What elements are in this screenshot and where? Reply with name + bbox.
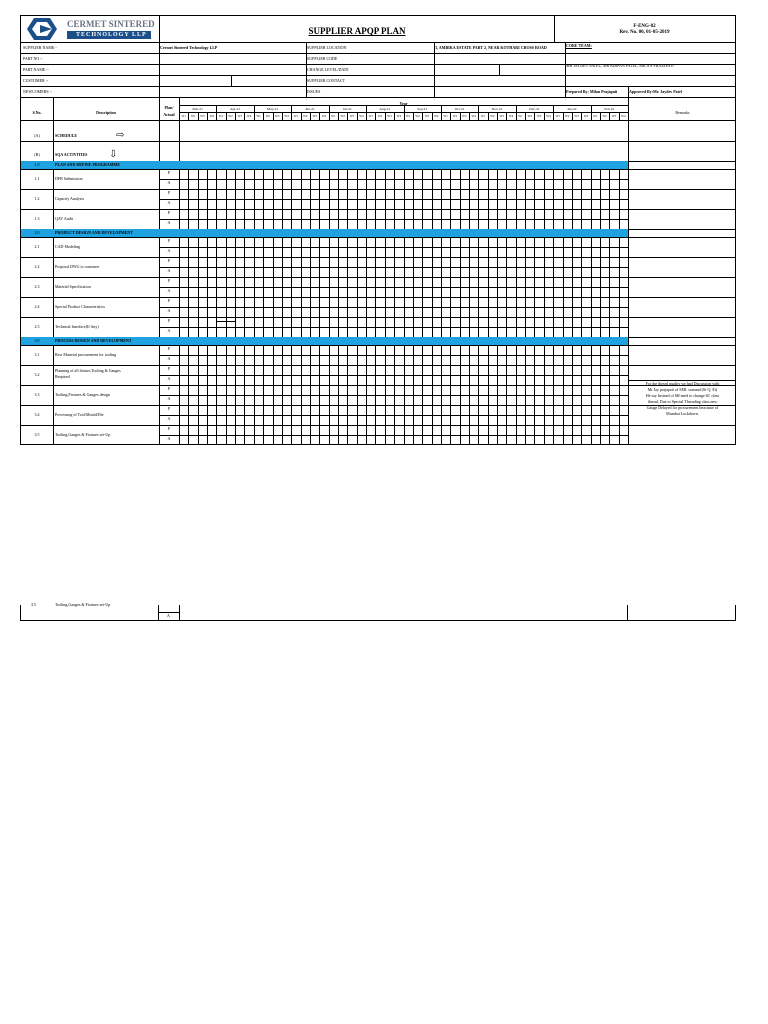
core-team-label: CORE TEAM: xyxy=(566,43,592,48)
week-label: W1 xyxy=(293,114,299,118)
plan-marker: P xyxy=(167,318,171,323)
sno-header: S.No. xyxy=(32,110,42,115)
supplier-location-label: SUPPLIER LOCATION xyxy=(307,45,347,50)
month-label: Dec-21 xyxy=(529,107,540,111)
week-label: W1 xyxy=(181,114,186,118)
week-label: W3 xyxy=(574,114,579,118)
week-label: W3 xyxy=(349,114,355,118)
actual-marker: A xyxy=(167,308,171,313)
week-label: W3 xyxy=(462,114,467,118)
company-name: CERMET SINTERED xyxy=(67,19,155,29)
week-label: W2 xyxy=(565,114,570,118)
form-revision: Rev. No. 00, 01-05-2019 xyxy=(619,30,670,35)
month-label: Jun-21 xyxy=(305,107,315,111)
week-label: W2 xyxy=(602,114,607,118)
section-number: 3.0 xyxy=(34,338,40,343)
section-number: 1.0 xyxy=(34,162,40,167)
week-label: W3 xyxy=(387,114,392,118)
week-label: W1 xyxy=(593,114,598,118)
activity-number: 1.3 xyxy=(34,216,40,221)
supplier-code-label: SUPPLIER CODE xyxy=(307,56,338,61)
plan-marker: P xyxy=(167,366,171,371)
activity-description: Tooling,Fixtures & Gauges design xyxy=(55,392,111,397)
activity-description: Capacity Analysis xyxy=(55,196,84,201)
prepared-by: Prepared By: Milan Prajapati xyxy=(566,89,618,94)
actual-marker: A xyxy=(167,268,171,273)
actual-marker: A xyxy=(167,220,171,225)
week-label: W2 xyxy=(265,114,271,118)
supplier-name-value: Cermet Sintered Technology LLP xyxy=(160,45,218,50)
actual-marker: A xyxy=(167,356,171,361)
week-label: W2 xyxy=(303,114,308,118)
section-title: PRODUCT DESIGN AND DEVELOPMENT xyxy=(55,230,133,235)
newcomers-label: NEWCOMERS :- xyxy=(23,89,52,94)
week-label: W1 xyxy=(518,114,523,118)
week-label: W1 xyxy=(218,114,224,118)
section-title: PROCESS DESIGN AND DEVELOPMENT xyxy=(55,338,132,343)
activity-number: 1.2 xyxy=(34,196,40,201)
activity-description: Technical Interface(If Any) xyxy=(55,324,99,329)
plan-marker: P xyxy=(167,170,171,175)
plan-marker: P xyxy=(167,346,171,351)
month-label: Feb-22 xyxy=(604,107,615,111)
plan-marker: P xyxy=(167,406,171,411)
week-label: W1 xyxy=(443,114,448,118)
week-label: W3 xyxy=(237,114,242,118)
plan-marker: P xyxy=(167,258,171,263)
company-subtitle: TECHNOLOGY LLP xyxy=(76,32,147,38)
plan-actual-header-2: Actual xyxy=(163,112,175,117)
activity-number: 2.5 xyxy=(34,324,40,329)
plan-marker: P xyxy=(167,190,171,195)
month-label: Jan-22 xyxy=(567,107,577,111)
week-label: W2 xyxy=(527,114,532,118)
activity-number: 1.1 xyxy=(34,176,40,181)
activity-description: Processing of Tool/Mould/Die xyxy=(55,412,104,417)
part-no-label: PART NO :- xyxy=(23,56,43,61)
remarks-note: For the thread quality we had Discussion with Mr Jay prajapati of SMI. samand (Sr Q. Ei) He say Instead of 6H need to change 6C class thread, Due to Special Threading class new Gauge Delayed for procurement beacause of Mumbai Lockdown. xyxy=(645,381,720,416)
week-label: W1 xyxy=(555,114,560,118)
schedule-arrow-icon: ⇨ xyxy=(116,130,125,141)
activity-number: 3.5 xyxy=(34,432,40,437)
week-label: W2 xyxy=(190,114,196,118)
activity-description-line2: Required xyxy=(55,374,70,379)
customer-label: CUSTOMER :- xyxy=(23,78,49,83)
week-label: W1 xyxy=(331,114,336,118)
actual-marker: A xyxy=(167,328,171,333)
month-label: Mar-21 xyxy=(192,107,203,111)
company-logo xyxy=(24,17,157,42)
month-label: Oct-21 xyxy=(454,107,465,111)
week-label: W3 xyxy=(424,114,430,118)
actual-marker: A xyxy=(167,436,171,441)
sheet-bottom-fragment xyxy=(20,602,736,621)
week-label: W4 xyxy=(396,114,401,118)
week-label: W4 xyxy=(246,114,252,118)
supplier-location-value: 3, AMBIKA ESTATE PART 2, NEAR KOTHARI CROSS ROAD xyxy=(435,45,547,50)
activity-description: CAD Modeling xyxy=(55,244,80,249)
form-title: SUPPLIER APQP PLAN xyxy=(308,26,406,36)
plan-marker: P xyxy=(167,210,171,215)
description-header: Description xyxy=(96,110,116,115)
week-label: W2 xyxy=(228,114,233,118)
activity-description: Tooling,Gauges & Fixtures set-Up xyxy=(55,432,111,437)
activity-description: Proposal DWG to customer xyxy=(55,264,100,269)
actual-marker: A xyxy=(167,416,171,421)
supplier-name-label: SUPPLIER NAME:- xyxy=(23,45,57,50)
change-level-label: CHANGE LEVEL/DATE xyxy=(307,67,349,72)
week-label: W3 xyxy=(275,114,280,118)
activity-description: QAV Audit xyxy=(55,216,73,221)
core-team-members: MR JAYDEV PATEL, MR KIRPAN PATEL, MILAN PRAJAPATI xyxy=(566,63,674,68)
week-label: W2 xyxy=(415,114,420,118)
activity-description: DFR Submission xyxy=(55,176,83,181)
activity-number: 3.4 xyxy=(34,412,40,417)
week-label: W3 xyxy=(312,114,317,118)
sqa-arrow-icon: ⇩ xyxy=(109,149,118,160)
week-label: W4 xyxy=(508,114,514,118)
activity-description: Planning of all fixture,Tooling & Gauges xyxy=(55,368,121,373)
issues-label: ISSUES xyxy=(307,89,321,94)
supplier-contact-label: SUPPLIER CONTACT xyxy=(307,78,346,83)
plan-marker: P xyxy=(167,238,171,243)
week-label: W4 xyxy=(546,114,551,118)
form-code: F-ENG-02 xyxy=(633,24,656,29)
actual-marker: A xyxy=(167,200,171,205)
bottom-row-desc: Tooling,Gauges & Fixtures set-Up xyxy=(55,602,111,607)
cst-logo-icon xyxy=(26,17,58,41)
week-label: W4 xyxy=(583,114,589,118)
actual-marker: A xyxy=(167,376,171,381)
activity-number: 2.3 xyxy=(34,284,40,289)
plan-marker: P xyxy=(167,298,171,303)
week-label: W2 xyxy=(452,114,458,118)
week-label: W4 xyxy=(471,114,476,118)
actual-marker: A xyxy=(167,180,171,185)
activity-number: 2.4 xyxy=(34,304,40,309)
week-label: W3 xyxy=(611,114,617,118)
remarks-header: Remarks xyxy=(675,110,690,115)
week-label: W4 xyxy=(359,114,364,118)
activity-number: 3.1 xyxy=(34,352,40,357)
apqp-sheet xyxy=(20,15,736,445)
plan-marker: P xyxy=(167,386,171,391)
plan-marker: P xyxy=(167,426,171,431)
bottom-row-actual: A xyxy=(167,613,170,618)
plan-marker: P xyxy=(167,278,171,283)
month-label: Nov-21 xyxy=(491,107,503,111)
part-name-label: PART NAME :- xyxy=(23,67,49,72)
week-label: W4 xyxy=(209,114,214,118)
week-label: W2 xyxy=(340,114,345,118)
plan-actual-header-1: Plan/ xyxy=(164,105,174,110)
bottom-row-num: 3.5 xyxy=(31,602,36,607)
section-title: PLAN AND DEFINE PROGRAMME xyxy=(55,162,120,167)
actual-marker: A xyxy=(167,396,171,401)
week-label: W2 xyxy=(377,114,383,118)
sqa-sno: (B) xyxy=(34,152,40,157)
schedule-sno: (A) xyxy=(34,133,40,138)
month-label: Apr-21 xyxy=(230,107,241,111)
year-header: Year xyxy=(399,101,408,106)
week-label: W4 xyxy=(621,114,626,118)
week-label: W1 xyxy=(406,114,411,118)
activity-description: Special Product Characteristics xyxy=(55,304,105,309)
week-label: W3 xyxy=(499,114,504,118)
week-label: W4 xyxy=(284,114,289,118)
actual-marker: A xyxy=(167,248,171,253)
sqa-label: SQA ACTIVITIES xyxy=(55,152,88,157)
activity-number: 3.2 xyxy=(34,372,40,377)
month-label: Sep-21 xyxy=(417,107,428,111)
actual-marker: A xyxy=(167,288,171,293)
activity-description: Raw Material procurement for tooling xyxy=(55,352,117,357)
week-label: W3 xyxy=(536,114,542,118)
approved-by: Approved By:Mr. Jaydev Patel xyxy=(629,89,682,94)
month-label: Jul-21 xyxy=(342,107,352,111)
schedule-label: SCHEDULE xyxy=(55,133,78,138)
week-label: W1 xyxy=(368,114,373,118)
week-label: W3 xyxy=(200,114,205,118)
activity-number: 3.3 xyxy=(34,392,40,397)
week-label: W1 xyxy=(256,114,261,118)
section-number: 2.0 xyxy=(34,230,40,235)
month-label: May-21 xyxy=(266,107,279,111)
activity-number: 2.1 xyxy=(34,244,40,249)
week-label: W2 xyxy=(490,114,495,118)
week-label: W4 xyxy=(321,114,327,118)
activity-description: Material Specification xyxy=(55,284,91,289)
month-label: Aug-21 xyxy=(379,107,391,111)
week-label: W4 xyxy=(434,114,439,118)
activity-number: 2.2 xyxy=(34,264,40,269)
week-label: W1 xyxy=(480,114,486,118)
